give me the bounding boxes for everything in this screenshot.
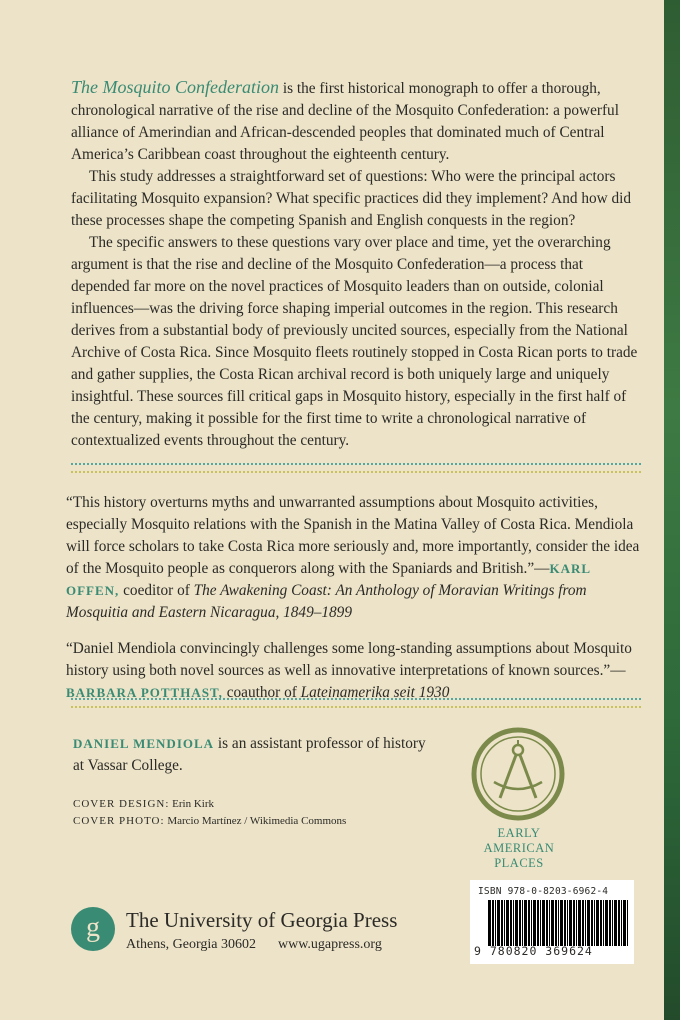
barcode-bar <box>627 900 628 946</box>
barcode-bar <box>555 900 557 946</box>
endorsement-2 <box>66 638 641 704</box>
barcode-bar <box>533 900 536 946</box>
endorsement-1-text: “This history overturns myths and unwarranted assumptions about Mosquito activities, especially Mosquito relations with the Spanish in the Matina Valley of Costa Rica. Mendiola will force scholars to take Costa Rica more seriously and, more importantly, consider the idea of the Mosquito people as conquerors along with the Spaniards and British.”— <box>66 494 640 577</box>
description-paragraph-1 <box>71 76 643 166</box>
barcode-bar <box>585 900 586 946</box>
barcode-bar <box>506 900 509 946</box>
description-text-1: is the first historical monograph to offer a thorough, chronological narrative of the rise and decline of the Mosquito Confederation: a powerful alliance of Amerindian and African-descended peoples that dominated much of Central America’s Caribbean coast throughout the eighteenth century. <box>71 80 619 163</box>
barcode-bar <box>569 900 572 946</box>
barcode-bar <box>582 900 584 946</box>
dotted-divider-top <box>71 463 641 473</box>
series-line-2: AMERICAN <box>483 841 555 855</box>
author-name: DANIEL MENDIOLA <box>73 736 215 751</box>
uga-press-logo-icon <box>70 906 116 952</box>
barcode-bar <box>605 900 608 946</box>
barcode-number: 9 780820 369624 <box>474 944 593 958</box>
series-line-1: EARLY <box>497 826 541 840</box>
barcode-bar <box>621 900 622 946</box>
barcode-bar <box>522 900 523 946</box>
barcode-bar <box>551 900 554 946</box>
barcode-bar <box>587 900 590 946</box>
endorsement-2-author: BARBARA POTTHAST, <box>66 685 223 700</box>
author-bio-text: is an assistant professor of history at Vassar College. <box>73 735 426 774</box>
barcode-bar <box>546 900 548 946</box>
cover-design-value: Erin Kirk <box>169 798 215 810</box>
barcode-bar <box>537 900 539 946</box>
endorsement-1 <box>66 492 641 624</box>
barcode-bar <box>495 900 496 946</box>
barcode-bar <box>510 900 512 946</box>
barcode-bar <box>524 900 527 946</box>
barcode-bar <box>540 900 541 946</box>
author-bio <box>73 733 433 777</box>
barcode-bar <box>614 900 617 946</box>
barcode-bar <box>596 900 599 946</box>
barcode-bar <box>564 900 566 946</box>
barcode-bar <box>600 900 602 946</box>
book-description <box>71 76 643 452</box>
cover-photo-credit <box>73 813 346 830</box>
cover-design-credit <box>73 796 346 813</box>
barcode-bar <box>612 900 613 946</box>
logo-letter: g <box>86 912 100 943</box>
barcode-bar <box>501 900 503 946</box>
barcode-bar <box>594 900 595 946</box>
barcode-bar <box>504 900 505 946</box>
compass-series-seal-icon <box>470 726 566 822</box>
book-title: The Mosquito Confederation <box>71 77 279 97</box>
barcode-bar <box>578 900 581 946</box>
barcode-bar <box>528 900 530 946</box>
cover-photo-value: Marcio Martínez / Wikimedia Commons <box>164 815 347 827</box>
isbn-label: ISBN 978-0-8203-6962-4 <box>478 886 609 897</box>
barcode-bar <box>603 900 604 946</box>
barcode-bar <box>513 900 514 946</box>
barcode-bar <box>618 900 620 946</box>
barcode-bar <box>492 900 494 946</box>
endorsement-2-text: “Daniel Mendiola convincingly challenges some long-standing assumptions about Mosquito history using both novel sources as well as innovative interpretations of known sources.”— <box>66 640 632 679</box>
barcode-bar <box>609 900 611 946</box>
barcode-bar <box>515 900 518 946</box>
description-paragraph-2: This study addresses a straightforward set of questions: Who were the principal actors facilitating Mosquito expansion? What specific practices did they implement? And how did these processes shape the competing Spanish and English conquests in the region? <box>71 168 632 229</box>
publisher-city: Athens, Georgia 30602 <box>126 937 256 952</box>
barcode-bar <box>542 900 545 946</box>
endorsement-2-role: coauthor of <box>222 684 301 701</box>
cover-credits <box>73 796 346 830</box>
barcode-bar <box>549 900 550 946</box>
book-spine-edge <box>664 0 680 1020</box>
cover-photo-label: COVER PHOTO: <box>73 815 165 827</box>
cover-design-label: COVER DESIGN: <box>73 798 170 810</box>
barcode-bar <box>567 900 568 946</box>
endorsement-1-author: KARL OFFEN, <box>66 561 591 598</box>
barcode-bar <box>591 900 593 946</box>
description-paragraph-3: The specific answers to these questions vary over place and time, yet the overarching argument is that the rise and decline of the Mosquito Confederation—a process that depended far more on the novel practices of Mosquito leaders than on outside, colonial influences—was the driving force shaping imperial outcomes in the region. This research derives from a substantial body of previously uncited sources, especially from the National Archive of Costa Rica. Since Mosquito fleets routinely stopped in Costa Rican ports to trade and gather supplies, the Costa Rican archival record is both uniquely large and uniquely insightful. These sources fill critical gaps in Mosquito history, especially in the first half of the century, making it possible for the first time to write a chronological narrative of contextualized events throughout the century. <box>71 234 638 449</box>
endorsement-1-role: coeditor of <box>119 582 194 599</box>
barcode-bar <box>497 900 500 946</box>
endorsement-2-work: Lateinamerika seit 1930 <box>300 684 450 701</box>
endorsement-1-work: The Awakening Coast: An Anthology of Moravian Writings from Mosquitia and Eastern Nicaragua, 1849–1899 <box>66 582 587 621</box>
publisher-name: The University of Georgia Press <box>126 908 398 932</box>
series-line-3: PLACES <box>494 856 544 870</box>
publisher-url: www.ugapress.org <box>278 937 382 952</box>
endorsements <box>66 492 641 714</box>
barcode-bar <box>519 900 521 946</box>
series-name <box>460 826 578 871</box>
barcode-bar <box>576 900 577 946</box>
barcode-bars <box>488 900 628 946</box>
barcode-bar <box>623 900 626 946</box>
barcode-bar <box>560 900 563 946</box>
barcode-bar <box>531 900 532 946</box>
barcode-bar <box>488 900 491 946</box>
barcode-bar <box>573 900 575 946</box>
dotted-divider-bottom <box>71 698 641 708</box>
isbn-barcode <box>470 880 634 964</box>
publisher-address <box>126 937 404 953</box>
barcode-bar <box>558 900 559 946</box>
